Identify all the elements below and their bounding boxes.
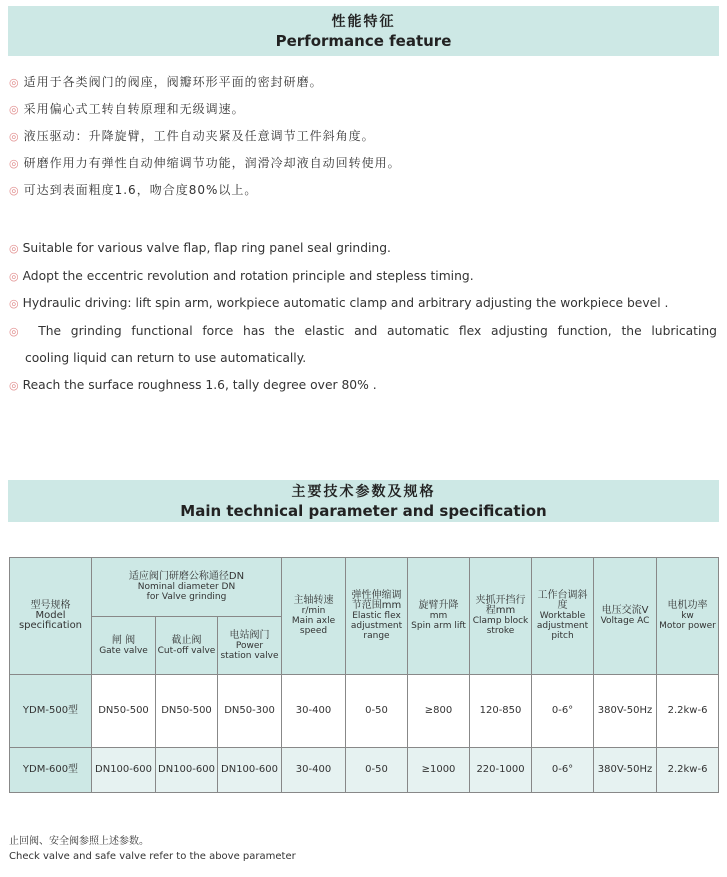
cell-station: DN50-300 [218, 675, 282, 748]
list-item: ◎ 可达到表面粗度1.6，吻合度80%以上。 [9, 183, 258, 197]
feature-list-zh [9, 73, 719, 208]
bullet-icon: ◎ [9, 242, 19, 255]
section-title-en: Performance feature [275, 32, 452, 50]
cell-elastic: 0-50 [346, 675, 408, 748]
cell-motor: 2.2kw-6 [657, 748, 719, 793]
section-title-zh: 性能特征 [331, 14, 396, 30]
cell-arm: ≥1000 [408, 748, 470, 793]
header-diameter: 适应阀门研磨公称通径DN Nominal diameter DN for Valve grinding [92, 558, 282, 617]
cell-motor: 2.2kw-6 [657, 675, 719, 748]
technical-parameter-banner [8, 480, 719, 522]
list-item: ◎ 适用于各类阀门的阀座，阀瓣环形平面的密封研磨。 [9, 75, 323, 89]
cell-voltage: 380V-50Hz [594, 675, 657, 748]
header-motor: 电机功率 kw Motor power [657, 558, 719, 675]
header-voltage: 电压交流V Voltage AC [594, 558, 657, 675]
list-item: ◎ Adopt the eccentric revolution and rotation principle and stepless timing. [9, 268, 474, 283]
header-model: 型号规格 Model specification [10, 558, 92, 675]
bullet-icon: ◎ [9, 297, 19, 310]
table-row [10, 748, 719, 793]
cell-model: YDM-600型 [10, 748, 92, 793]
bullet-icon: ◎ [9, 103, 20, 116]
bullet-icon: ◎ [9, 184, 20, 197]
list-item: ◎ The grinding functional force has the elastic and automatic flex adjusting function, the lubricating [9, 323, 717, 338]
section-title-en: Main technical parameter and specification [180, 502, 547, 520]
bullet-icon: ◎ [9, 378, 19, 392]
section-title-zh: 主要技术参数及规格 [291, 484, 436, 500]
cell-model: YDM-500型 [10, 675, 92, 748]
cell-gate: DN100-600 [92, 748, 156, 793]
bullet-icon: ◎ [9, 324, 25, 338]
footnote [9, 834, 296, 864]
cell-voltage: 380V-50Hz [594, 748, 657, 793]
footnote-zh: 止回阀、安全阀参照上述参数。 [9, 836, 149, 847]
bullet-icon: ◎ [9, 157, 20, 170]
list-item-continuation: cooling liquid can return to use automatically. [25, 351, 307, 365]
header-gate: 闸 阀 Gate valve [92, 617, 156, 675]
cell-cutoff: DN100-600 [156, 748, 218, 793]
feature-list-en [9, 235, 717, 399]
cell-pitch: 0-6° [532, 675, 594, 748]
cell-gate: DN50-500 [92, 675, 156, 748]
spec-table [9, 557, 719, 793]
bullet-icon: ◎ [9, 269, 19, 283]
list-item: ◎ Suitable for various valve flap, flap ring panel seal grinding. [9, 241, 391, 255]
list-item: ◎ Hydraulic driving: lift spin arm, workpiece automatic clamp and arbitrary adjusting the workpiece bevel . [9, 296, 669, 310]
list-item: ◎ Reach the surface roughness 1.6, tally degree over 80% . [9, 377, 377, 392]
footnote-en: Check valve and safe valve refer to the above parameter [9, 851, 296, 862]
bullet-icon: ◎ [9, 130, 20, 143]
header-arm: 旋臂升降 mm Spin arm lift [408, 558, 470, 675]
cell-speed: 30-400 [282, 675, 346, 748]
cell-clamp: 120-850 [470, 675, 532, 748]
header-cutoff: 截止阀 Cut-off valve [156, 617, 218, 675]
cell-clamp: 220-1000 [470, 748, 532, 793]
list-item: ◎ 研磨作用力有弹性自动伸缩调节功能，润滑冷却液自动回转使用。 [9, 156, 401, 170]
header-pitch: 工作台调斜度 Worktable adjustment pitch [532, 558, 594, 675]
cell-station: DN100-600 [218, 748, 282, 793]
performance-feature-banner [8, 6, 719, 56]
cell-elastic: 0-50 [346, 748, 408, 793]
header-station: 电站阀门 Power station valve [218, 617, 282, 675]
header-speed: 主轴转速 r/min Main axle speed [282, 558, 346, 675]
bullet-icon: ◎ [9, 76, 20, 89]
table-row [10, 675, 719, 748]
list-item: ◎ 液压驱动：升降旋臂，工件自动夹紧及任意调节工件斜角度。 [9, 129, 375, 143]
cell-arm: ≥800 [408, 675, 470, 748]
cell-speed: 30-400 [282, 748, 346, 793]
cell-cutoff: DN50-500 [156, 675, 218, 748]
header-clamp: 夹抓开挡行程mm Clamp block stroke [470, 558, 532, 675]
list-item: ◎ 采用偏心式工转自转原理和无级调速。 [9, 102, 245, 116]
cell-pitch: 0-6° [532, 748, 594, 793]
header-elastic: 弹性伸缩调节范围mm Elastic flex adjustment range [346, 558, 408, 675]
